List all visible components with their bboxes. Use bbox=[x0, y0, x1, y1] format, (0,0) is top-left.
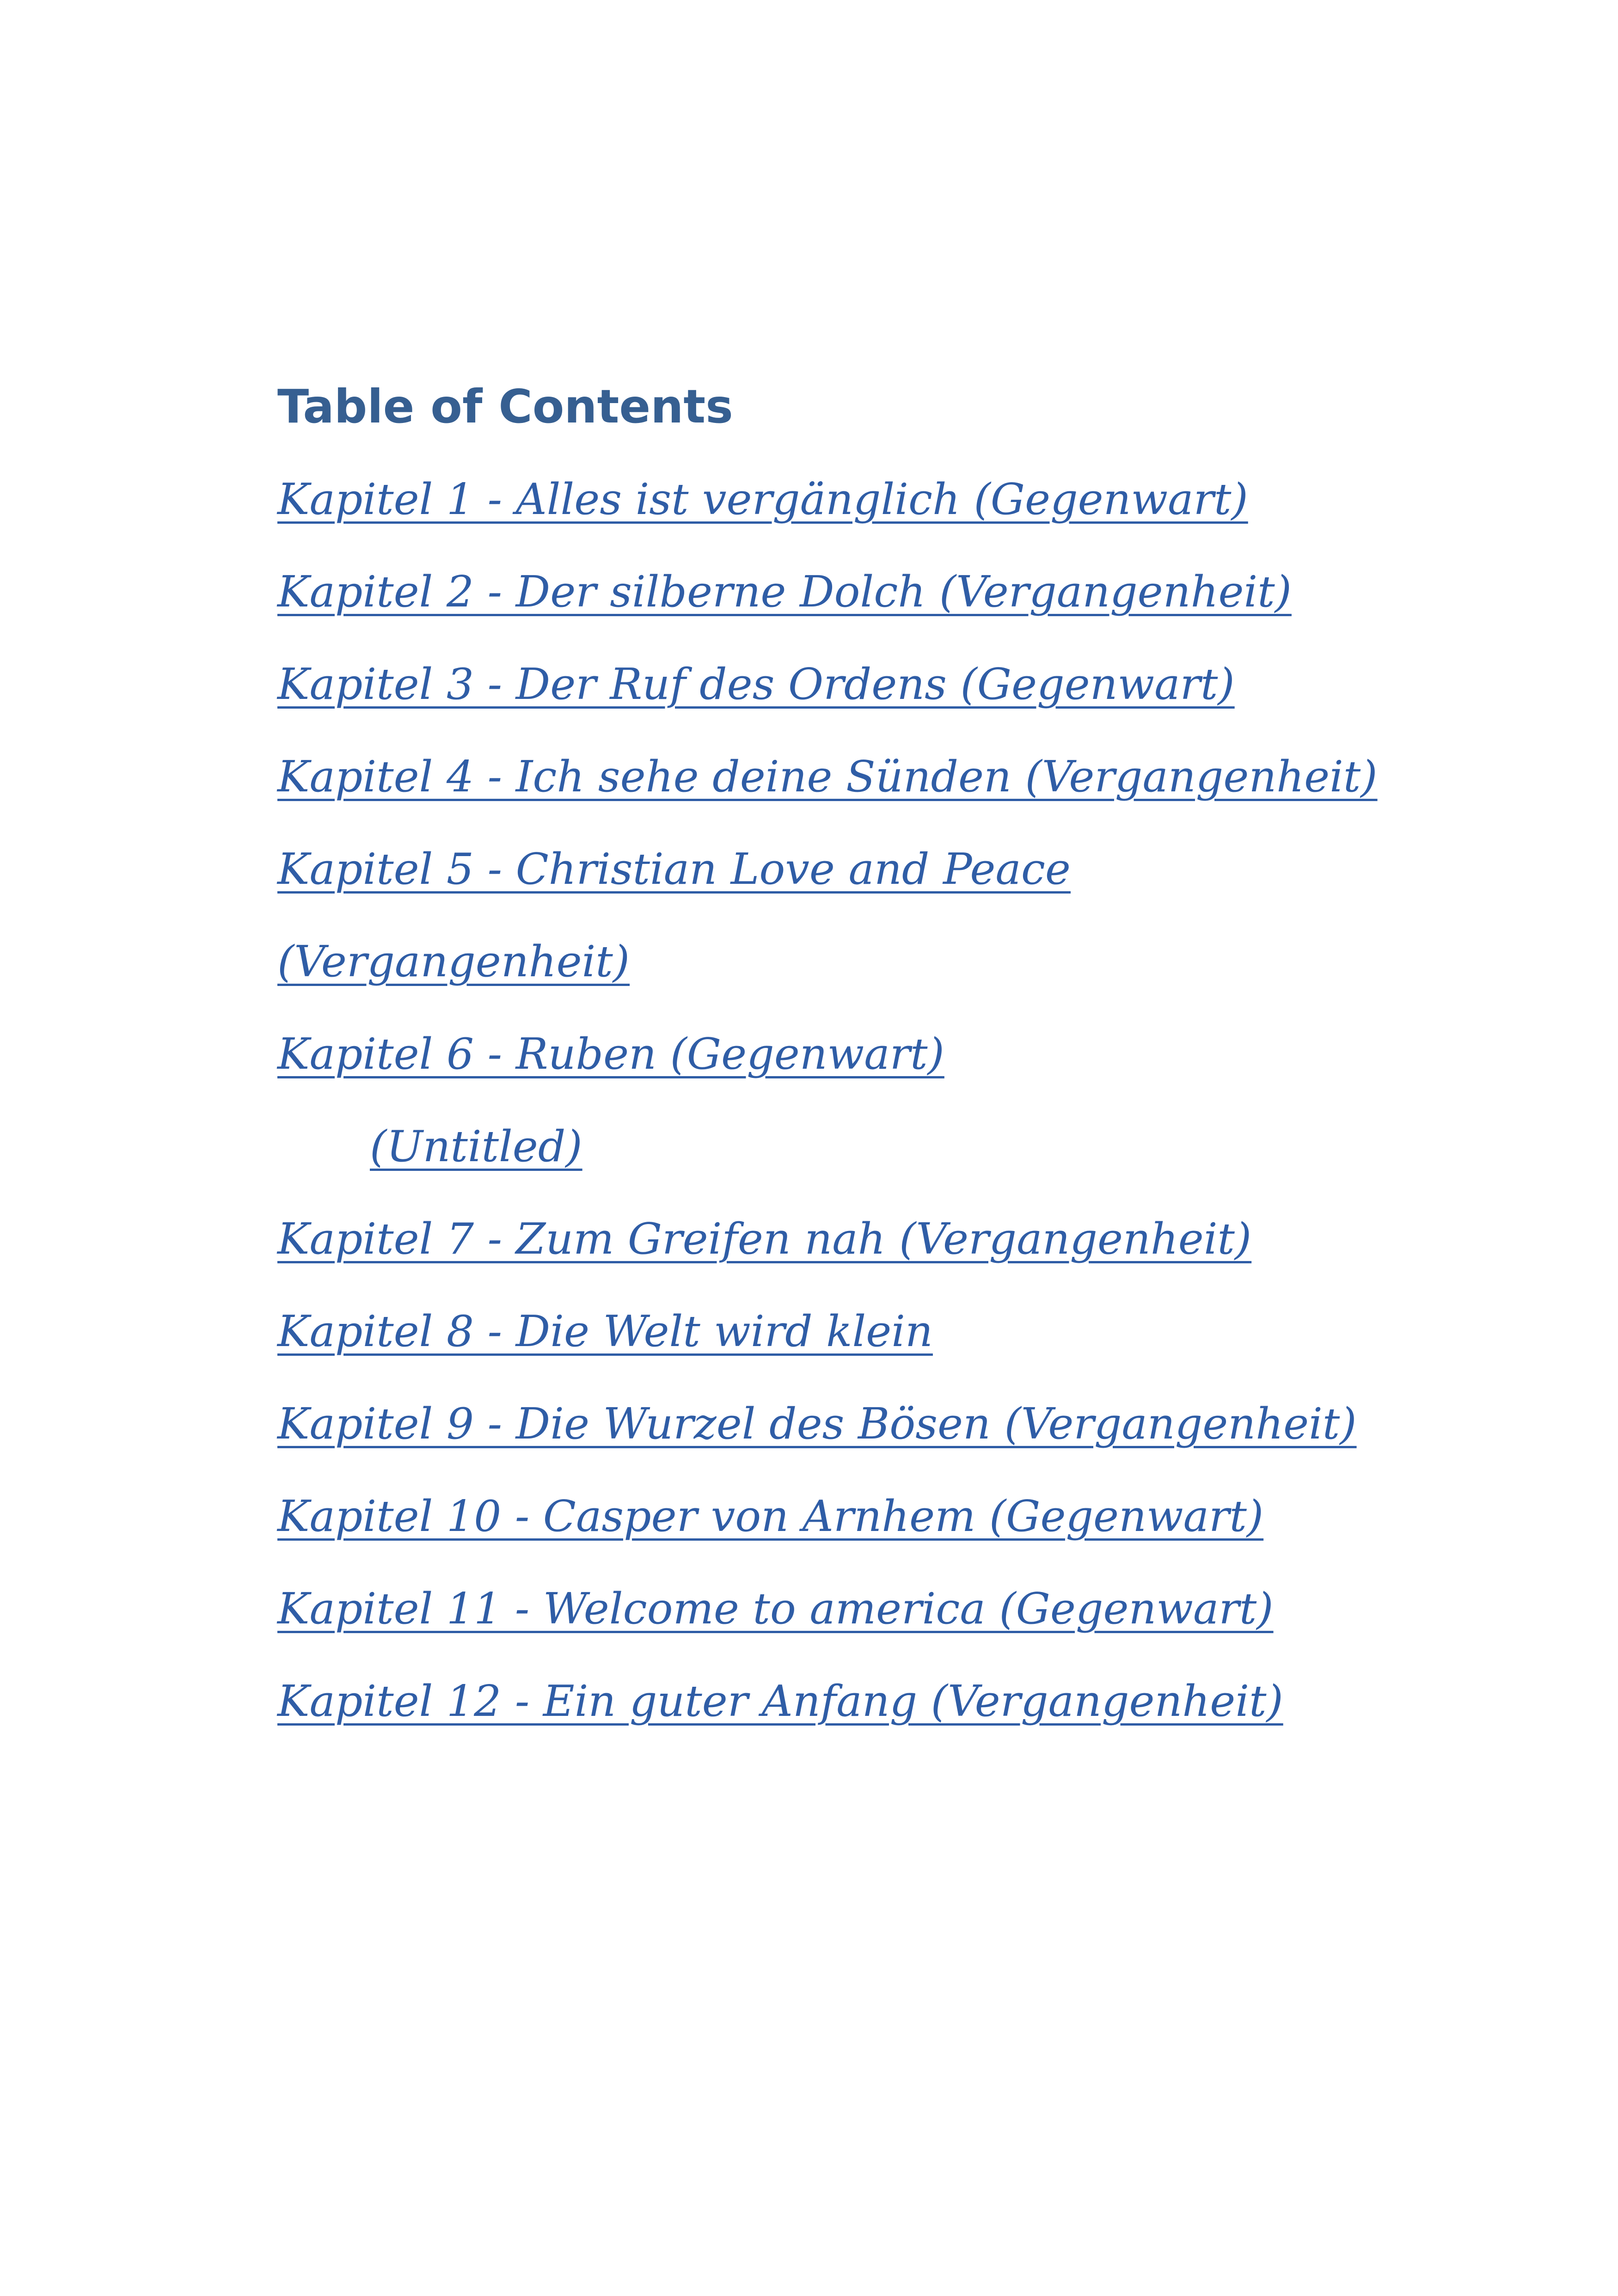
toc-link-chapter-8[interactable]: Kapitel 8 - Die Welt wird klein bbox=[277, 1306, 933, 1356]
toc-link-chapter-10[interactable]: Kapitel 10 - Casper von Arnhem (Gegenwart) bbox=[277, 1491, 1264, 1541]
table-of-contents bbox=[277, 361, 1433, 1747]
toc-entry-chapter-11 bbox=[277, 1562, 1433, 1655]
toc-link-chapter-2[interactable]: Kapitel 2 - Der silberne Dolch (Vergangenheit) bbox=[277, 567, 1292, 617]
toc-link-chapter-11[interactable]: Kapitel 11 - Welcome to america (Gegenwart) bbox=[277, 1584, 1274, 1634]
toc-link-chapter-5-continued[interactable]: (Vergangenheit) bbox=[277, 937, 630, 986]
toc-link-chapter-5[interactable]: Kapitel 5 - Christian Love and Peace bbox=[277, 844, 1071, 894]
toc-heading: Table of Contents bbox=[277, 380, 733, 434]
toc-link-chapter-4[interactable]: Kapitel 4 - Ich sehe deine Sünden (Vergangenheit) bbox=[277, 752, 1378, 802]
toc-entry-chapter-3 bbox=[277, 638, 1433, 730]
toc-entry-chapter-12 bbox=[277, 1655, 1433, 1747]
toc-entry-chapter-4 bbox=[277, 730, 1433, 823]
toc-link-chapter-1[interactable]: Kapitel 1 - Alles ist vergänglich (Gegenwart) bbox=[277, 474, 1248, 524]
toc-entry-chapter-8 bbox=[277, 1285, 1433, 1378]
toc-link-chapter-7[interactable]: Kapitel 7 - Zum Greifen nah (Vergangenheit) bbox=[277, 1214, 1252, 1264]
toc-list bbox=[277, 453, 1433, 1747]
toc-entry-chapter-2 bbox=[277, 545, 1433, 638]
toc-entry-chapter-5 bbox=[277, 823, 1433, 915]
toc-link-untitled[interactable]: (Untitled) bbox=[370, 1121, 582, 1171]
toc-entry-untitled bbox=[277, 1100, 1433, 1193]
toc-link-chapter-12[interactable]: Kapitel 12 - Ein guter Anfang (Vergangenheit) bbox=[277, 1676, 1283, 1726]
toc-entry-chapter-1 bbox=[277, 453, 1433, 545]
toc-link-chapter-6[interactable]: Kapitel 6 - Ruben (Gegenwart) bbox=[277, 1029, 944, 1079]
toc-link-chapter-3[interactable]: Kapitel 3 - Der Ruf des Ordens (Gegenwart) bbox=[277, 659, 1235, 709]
toc-entry-chapter-9 bbox=[277, 1378, 1433, 1470]
toc-link-chapter-9[interactable]: Kapitel 9 - Die Wurzel des Bösen (Vergangenheit) bbox=[277, 1399, 1357, 1449]
toc-entry-chapter-7 bbox=[277, 1193, 1433, 1285]
toc-entry-chapter-5-continued bbox=[277, 915, 1433, 1008]
toc-entry-chapter-6 bbox=[277, 1008, 1433, 1100]
toc-entry-chapter-10 bbox=[277, 1470, 1433, 1562]
